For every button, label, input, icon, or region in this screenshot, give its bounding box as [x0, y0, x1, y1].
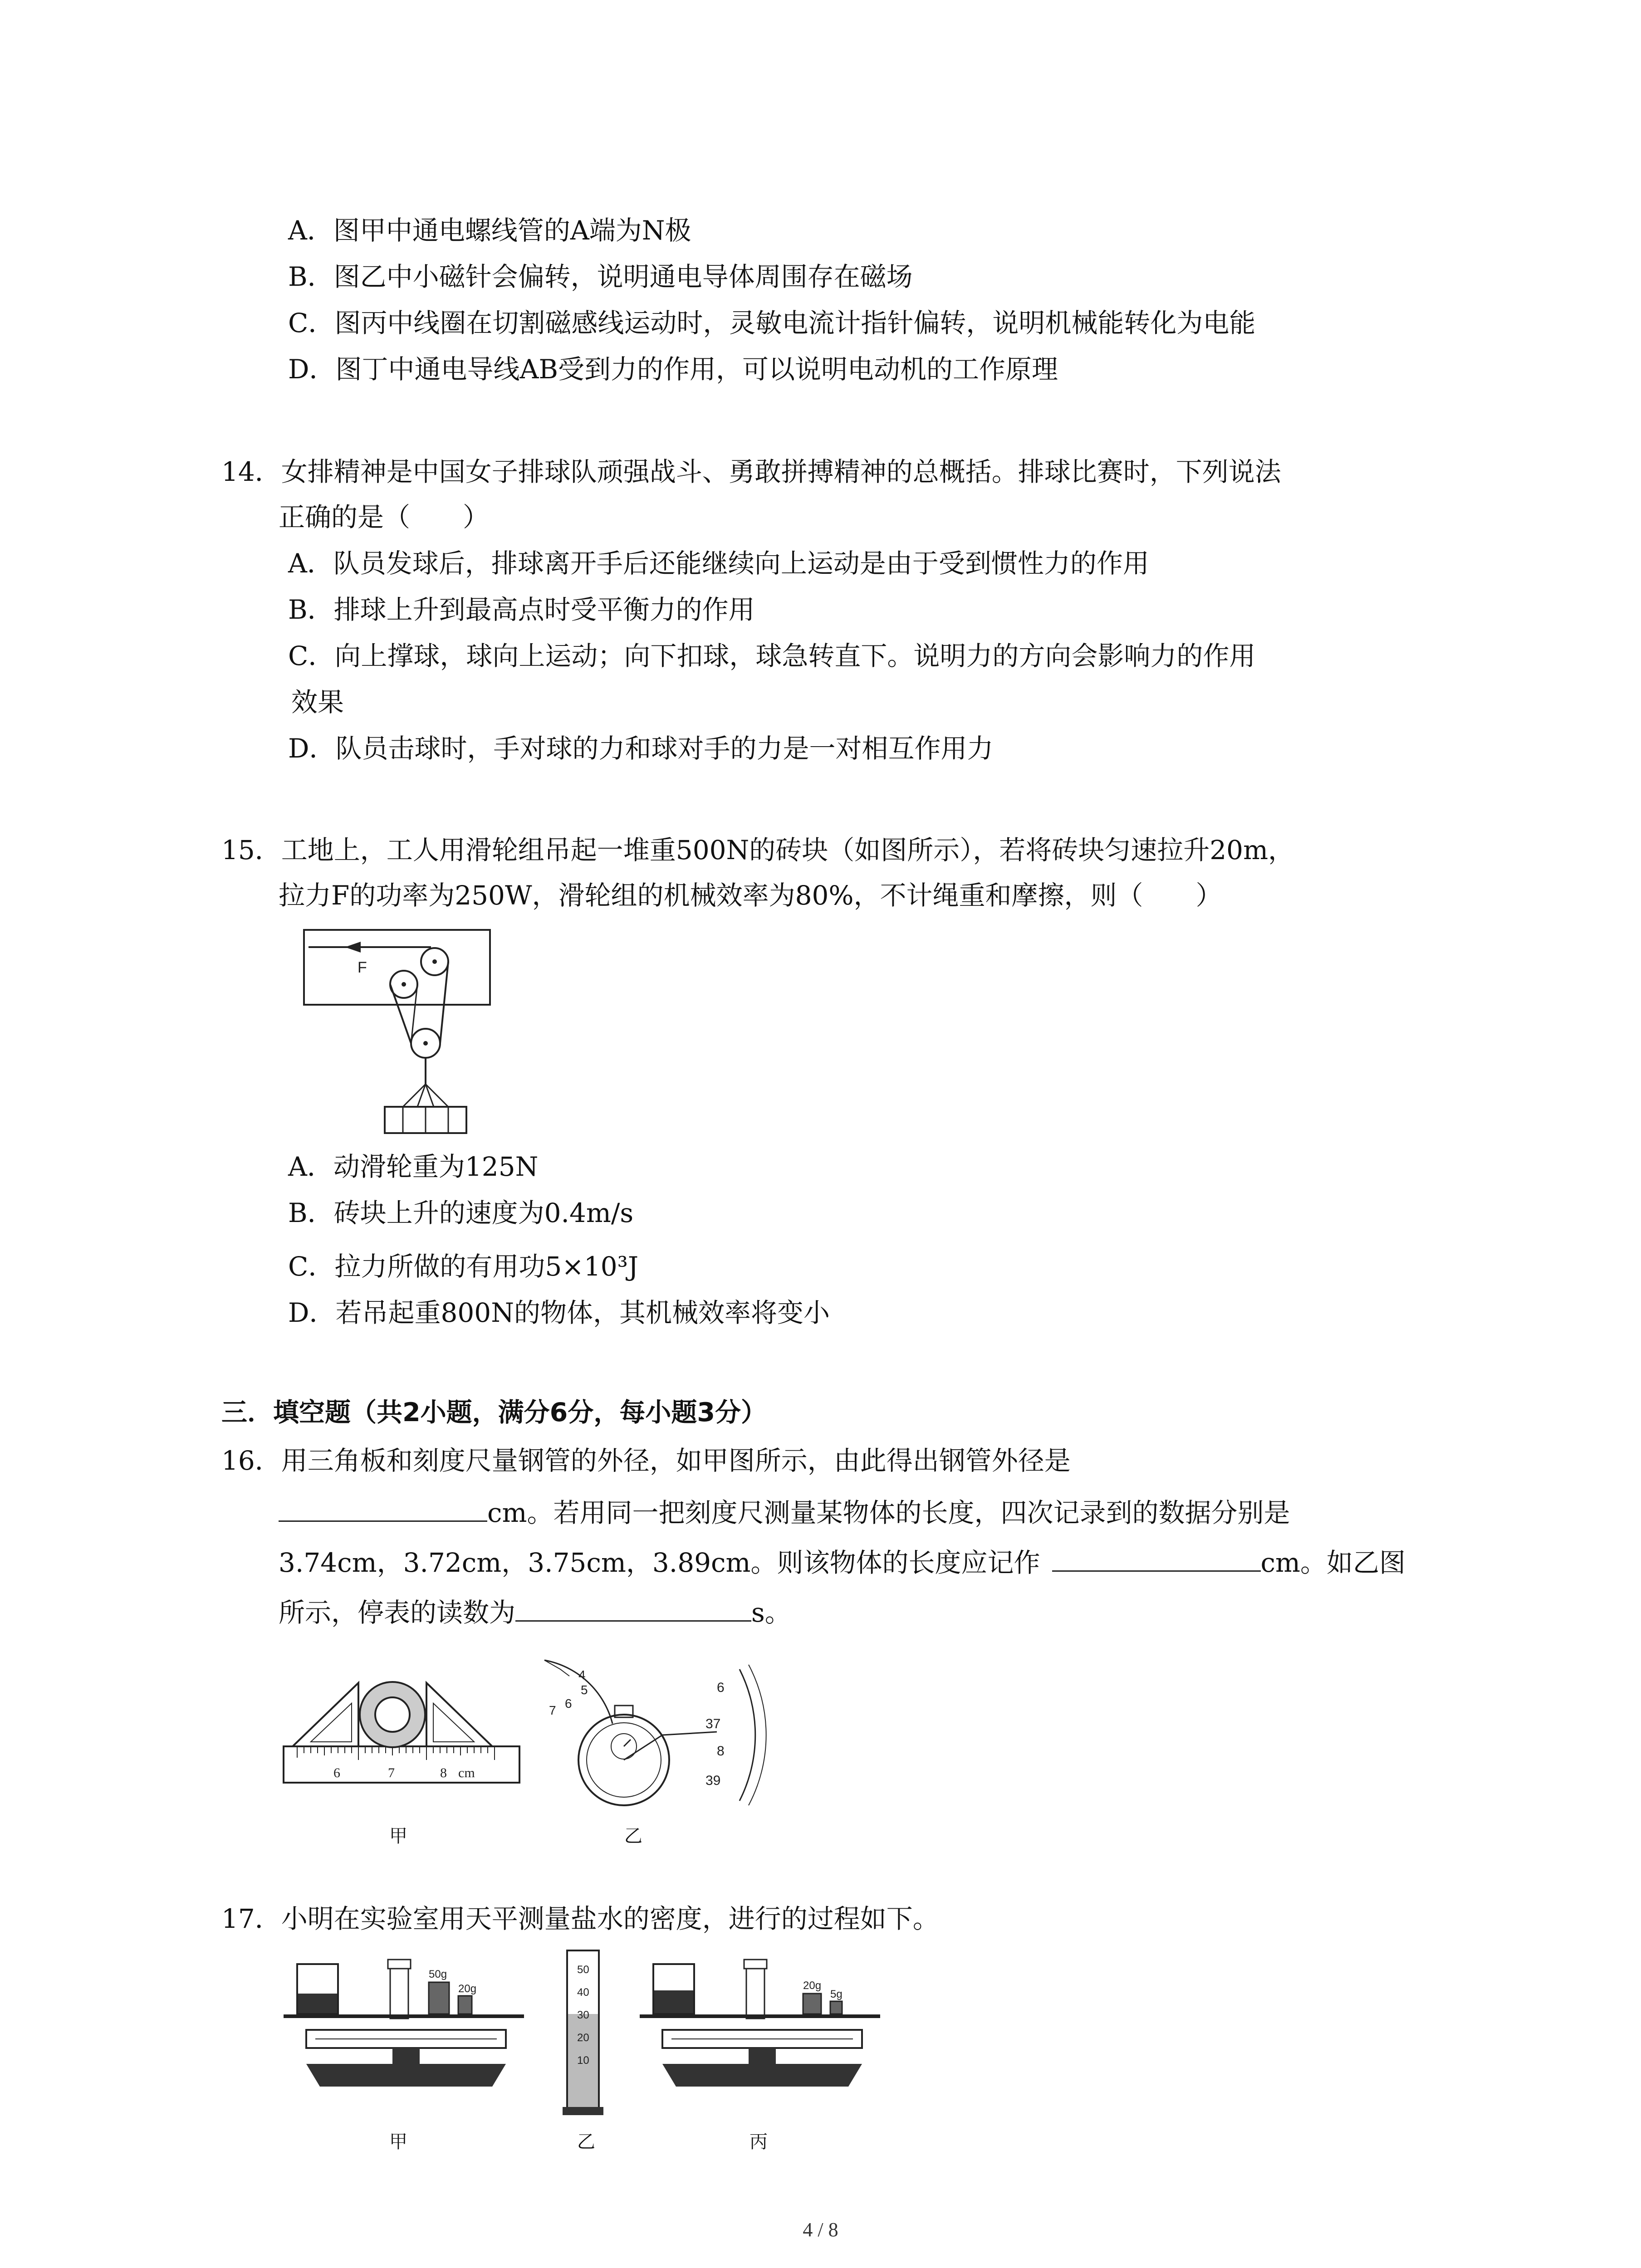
q16-line3 [279, 1545, 1406, 1579]
cylinder-tick-50: 50 [577, 1964, 589, 1976]
big-dial-39: 39 [705, 1773, 721, 1788]
cylinder-caption-yi: 乙 [577, 2131, 595, 2152]
q16-line3-text-b: cm。如乙图 [1260, 1547, 1406, 1578]
ruler-tick-8: 8 [440, 1765, 447, 1780]
q17-stem: 17．小明在实验室用天平测量盐水的密度，进行的过程如下。 [221, 1903, 939, 1934]
balance-caption-jia: 甲 [389, 2131, 407, 2152]
q16-line3-text-a: 3.74cm，3.72cm，3.75cm，3.89cm。则该物体的长度应记作 [279, 1547, 1040, 1578]
big-dial-8: 8 [717, 1744, 725, 1759]
small-dial-6: 6 [565, 1696, 572, 1711]
q14-option-c-cont: 效果 [291, 687, 344, 718]
weight-20g: 20g [458, 1983, 477, 1995]
q16-line4 [279, 1595, 791, 1629]
big-dial-6: 6 [717, 1680, 725, 1695]
cylinder-tick-10: 10 [577, 2054, 589, 2067]
q14-option-c: C．向上撑球，球向上运动；向下扣球，球急转直下。说明力的方向会影响力的作用 [288, 640, 1256, 671]
q14-stem: 14．女排精神是中国女子排球队顽强战斗、勇敢拼搏精神的总概括。排球比赛时，下列说法 [221, 456, 1281, 487]
ruler-pipe-figure [279, 1678, 524, 1796]
q15-option-b: B．砖块上升的速度为0.4m/s [288, 1198, 634, 1228]
q16-stem: 16．用三角板和刻度尺量钢管的外径，如甲图所示，由此得出钢管外径是 [221, 1445, 1071, 1476]
answer-blank-3[interactable] [515, 1595, 751, 1622]
q16-line4-text-a: 所示，停表的读数为 [279, 1597, 516, 1628]
q13-option-c: C．图丙中线圈在切割磁感线运动时，灵敏电流计指针偏转，说明机械能转化为电能 [288, 308, 1256, 338]
small-dial-4: 4 [578, 1668, 586, 1682]
q16-line2-text: cm。若用同一把刻度尺测量某物体的长度，四次记录到的数据分别是 [487, 1497, 1290, 1528]
q14-option-b: B．排球上升到最高点时受平衡力的作用 [288, 594, 755, 625]
q14-option-a: A．队员发球后，排球离开手后还能继续向上运动是由于受到惯性力的作用 [288, 548, 1149, 579]
q15-option-a: A．动滑轮重为125N [288, 1151, 539, 1182]
q13-option-b: B．图乙中小磁针会偏转，说明通电导体周围存在磁场 [288, 261, 913, 292]
q15-option-d: D．若吊起重800N的物体，其机械效率将变小 [288, 1297, 830, 1328]
big-dial-37: 37 [705, 1716, 721, 1731]
q14-option-d: D．队员击球时，手对球的力和球对手的力是一对相互作用力 [288, 733, 994, 764]
answer-blank-2[interactable] [1052, 1545, 1261, 1572]
q15-stem: 15．工地上，工人用滑轮组吊起一堆重500N的砖块（如图所示），若将砖块匀速拉升20m， [221, 835, 1295, 865]
weight-5g-c: 5g [830, 1988, 843, 2000]
answer-blank-1[interactable] [279, 1495, 487, 1522]
weight-20g-c: 20g [803, 1980, 822, 1992]
q14-stem-cont: 正确的是（ ） [279, 502, 490, 533]
pulley-diagram [281, 916, 499, 1152]
ruler-tick-7: 7 [388, 1765, 395, 1780]
small-dial-7: 7 [549, 1703, 556, 1717]
balance-figure-a [279, 1950, 533, 2114]
cylinder-tick-40: 40 [577, 1986, 589, 1999]
balance-figure-c [635, 1950, 889, 2114]
q15-option-c: C．拉力所做的有用功5×10³J [288, 1251, 639, 1282]
weight-50g: 50g [429, 1968, 447, 1980]
cylinder-tick-20: 20 [577, 2032, 589, 2044]
q16-line4-text-b: s。 [751, 1597, 791, 1628]
q13-option-d: D．图丁中通电导线AB受到力的作用，可以说明电动机的工作原理 [288, 354, 1058, 385]
measuring-cylinder [558, 1946, 612, 2118]
q16-line2 [279, 1495, 1290, 1529]
figure-caption-yi: 乙 [624, 1826, 642, 1847]
small-dial-5: 5 [581, 1683, 588, 1697]
balance-caption-bing: 丙 [749, 2131, 768, 2152]
page-number: 4 / 8 [803, 2219, 838, 2241]
force-label: F [358, 959, 367, 976]
stopwatch-figure [526, 1651, 771, 1814]
ruler-unit: cm [458, 1765, 475, 1780]
ruler-tick-6: 6 [333, 1765, 340, 1780]
cylinder-tick-30: 30 [577, 2009, 589, 2021]
q13-option-a: A．图甲中通电螺线管的A端为N极 [288, 215, 691, 246]
section-title: 三．填空题（共2小题，满分6分，每小题3分） [221, 1398, 767, 1427]
q15-stem-cont: 拉力F的功率为250W，滑轮组的机械效率为80%，不计绳重和摩擦，则（ ） [279, 880, 1222, 911]
figure-caption-jia: 甲 [389, 1826, 407, 1847]
